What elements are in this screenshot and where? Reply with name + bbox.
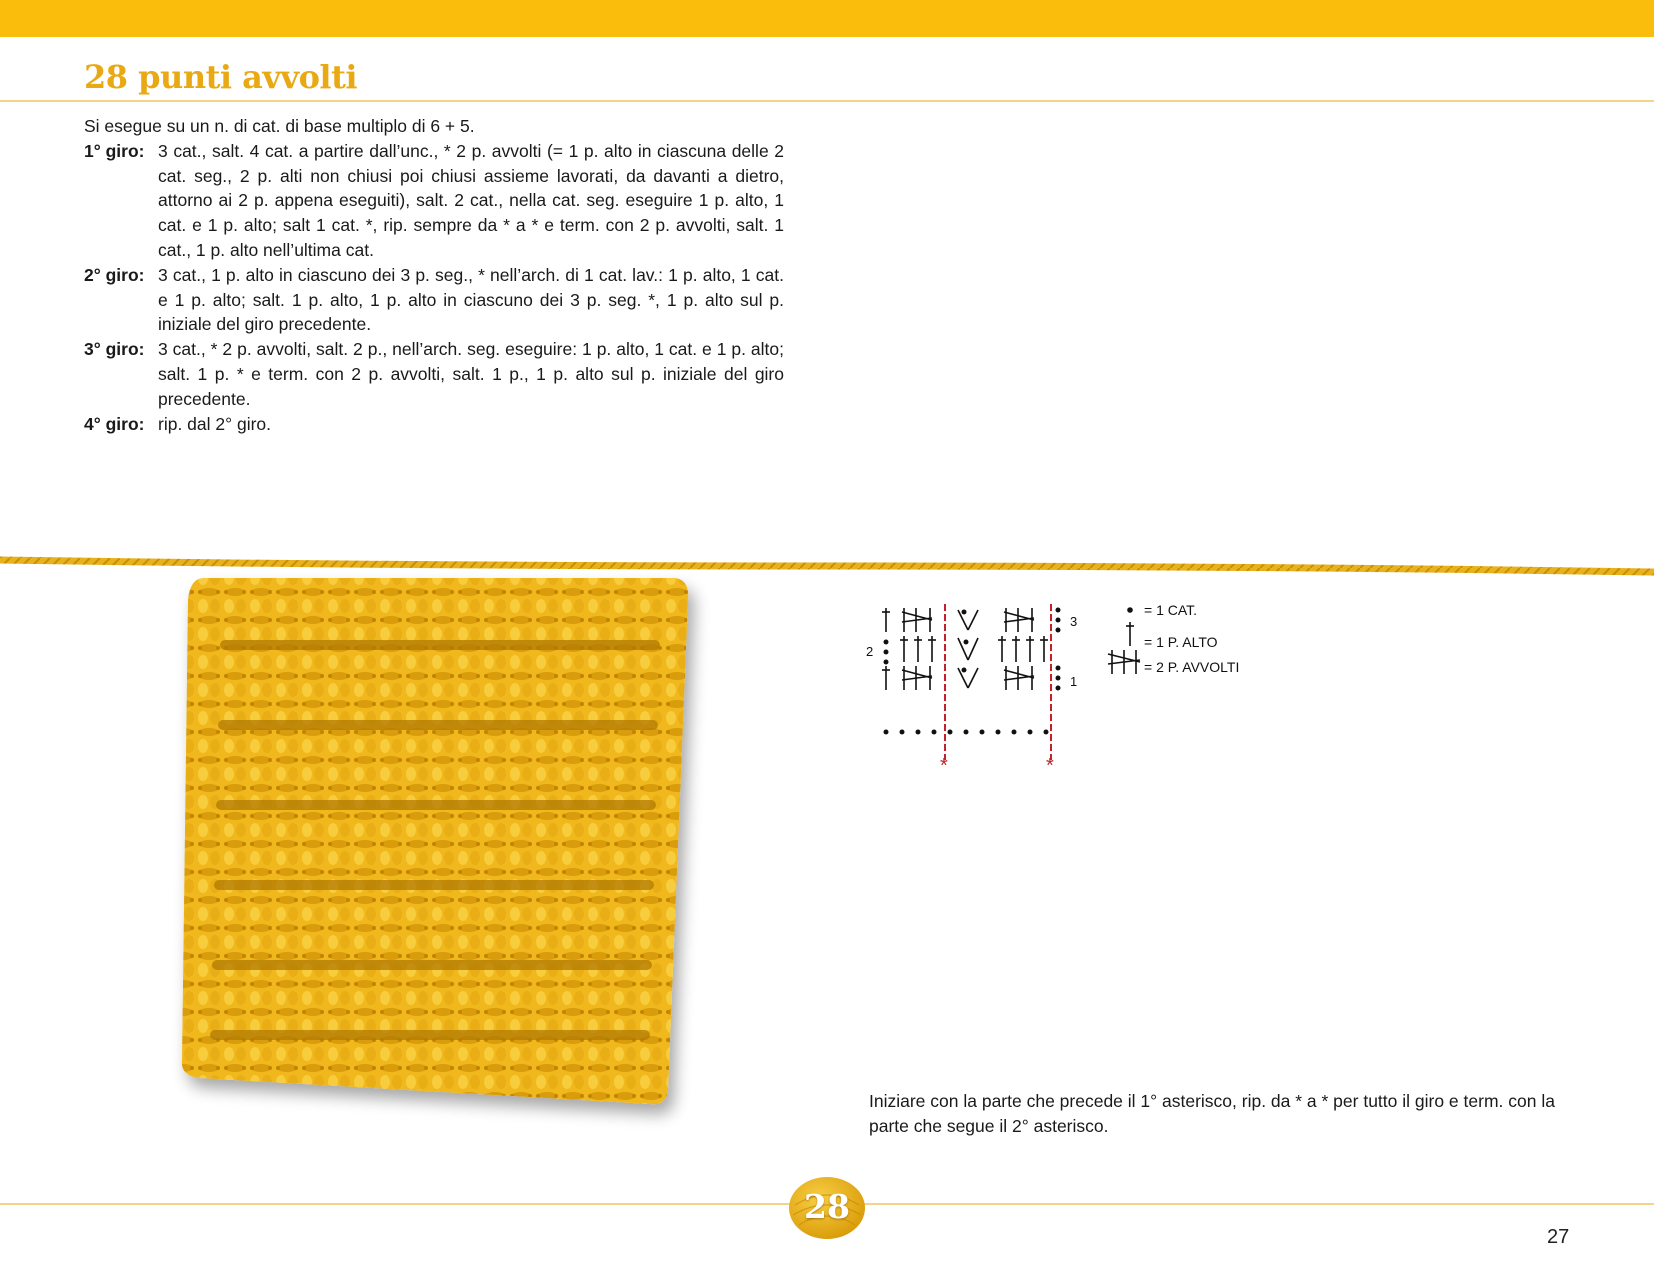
chart-note: Iniziare con la parte che precede il 1° asterisco, rip. da * a * per tutto il giro e term. con la parte che segue il 2° asterisco. (869, 1091, 1555, 1136)
legend-item-treble: = 1 P. ALTO (1144, 634, 1218, 650)
top-color-band (0, 0, 1654, 37)
title-divider (0, 100, 1654, 102)
chart-row-2 (900, 636, 1048, 662)
page-title: 28 punti avvolti (84, 58, 358, 96)
instruction-row-1 (84, 139, 784, 263)
pattern-number-badge: 28 (804, 1187, 850, 1226)
asterisk-2: * (1046, 755, 1054, 776)
asterisk-1: * (940, 755, 948, 776)
chart-row-label-1: 1 (1070, 674, 1078, 689)
row-text: 3 cat., 1 p. alto in ciascuno dei 3 p. seg., * nell’arch. di 1 cat. lav.: 1 p. alto, 1 cat. e 1 p. alto; salt. 1 p. alto, 1 p. alto in ciascuno dei 3 p. seg. *, 1 p. alto sul p. iniziale del giro precedente. (158, 264, 784, 335)
chart-legend (1100, 600, 1290, 680)
row-text: 3 cat., salt. 4 cat. a partire dall’unc., * 2 p. avvolti (= 1 p. alto in ciascuna delle 2 cat. seg., 2 p. alti non chiusi poi chiusi assieme lavorati, da davanti a dietro, attorno ai 2 p. appena eseguiti), salt. 2 cat., nella cat. seg. eseguire 1 p. alto, 1 cat. e 1 p. alto; salt 1 cat. *, rip. sempre da * a * e term. con 2 p. avvolti, salt. 1 cat., 1 p. alto nell’ultima cat. (158, 140, 784, 260)
row-text: 3 cat., * 2 p. avvolti, salt. 2 p., nell’arch. seg. eseguire: 1 p. alto, 1 cat. e 1 p. alto; salt. 1 p. * e term. con 2 p. avvolti, salt. 1 p., 1 p. alto sul p. iniziale del giro precedente. (158, 339, 784, 409)
crossed-stitch-icon (1108, 650, 1140, 674)
crochet-swatch-photo (170, 570, 710, 1130)
crochet-chart (860, 600, 1090, 776)
chart-row-3 (882, 608, 1034, 632)
row-text: rip. dal 2° giro. (158, 413, 272, 434)
chain-dot-icon (1127, 607, 1133, 613)
chart-row-label-2: 2 (866, 644, 874, 659)
page-number: 27 (1547, 1226, 1570, 1248)
chart-row-1 (882, 666, 1034, 690)
row-label: 2° giro: (84, 264, 145, 285)
chain-dots (884, 608, 1061, 735)
chart-row-label-3: 3 (1070, 614, 1078, 629)
legend-item-crossed: = 2 P. AVVOLTI (1144, 659, 1240, 675)
instruction-row-2 (84, 263, 784, 337)
legend-item-chain: = 1 CAT. (1144, 602, 1198, 618)
treble-stitch-icon (1126, 622, 1134, 646)
row-label: 3° giro: (84, 339, 145, 360)
row-label: 4° giro: (84, 413, 145, 434)
row-label: 1° giro: (84, 140, 145, 161)
instruction-row-3 (84, 337, 784, 411)
instructions-intro: Si esegue su un n. di cat. di base multiplo di 6 + 5. (84, 116, 475, 136)
instructions-block (84, 114, 784, 436)
instruction-row-4 (84, 412, 784, 437)
